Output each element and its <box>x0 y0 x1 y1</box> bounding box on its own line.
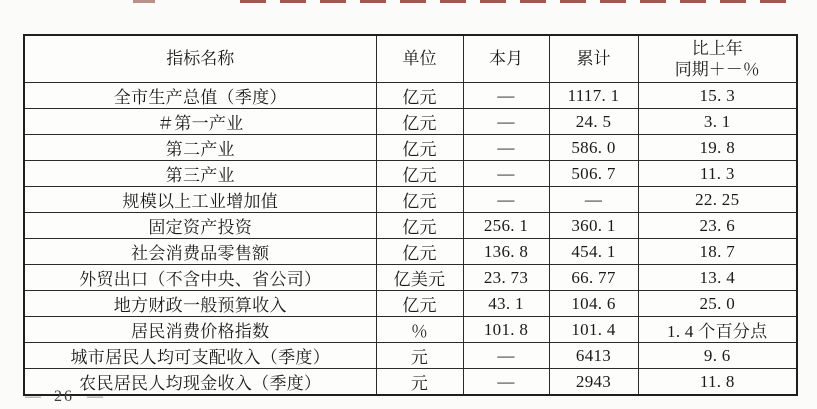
cell-change-vs-last-year: 11. 3 <box>638 161 797 187</box>
cell-this-month: — <box>463 187 549 213</box>
cell-unit: 亿元 <box>376 135 463 161</box>
cell-indicator-name: 规模以上工业增加值 <box>24 187 376 213</box>
cell-change-vs-last-year: 22. 25 <box>638 187 797 213</box>
cell-change-vs-last-year: 18. 7 <box>638 239 797 265</box>
table-row <box>24 213 797 239</box>
cell-indicator-name: 地方财政一般预算收入 <box>24 291 376 317</box>
cell-cumulative: 24. 5 <box>549 109 638 135</box>
header-change-vs-last-year: 比上年 同期＋－％ <box>638 35 797 83</box>
table-row <box>24 291 797 317</box>
cell-unit: 亿元 <box>376 109 463 135</box>
cell-this-month: 23. 73 <box>463 265 549 291</box>
cell-cumulative: 506. 7 <box>549 161 638 187</box>
table-row <box>24 369 797 396</box>
cell-unit: 亿元 <box>376 239 463 265</box>
cell-indicator-name: 全市生产总值（季度） <box>24 83 376 109</box>
cell-cumulative: 586. 0 <box>549 135 638 161</box>
table-row <box>24 343 797 369</box>
cell-cumulative: 101. 4 <box>549 317 638 343</box>
table-row <box>24 317 797 343</box>
cell-this-month: 43. 1 <box>463 291 549 317</box>
cell-indicator-name: ＃第一产业 <box>24 109 376 135</box>
cell-unit: 亿元 <box>376 291 463 317</box>
cell-this-month: — <box>463 109 549 135</box>
cell-this-month: 136. 8 <box>463 239 549 265</box>
cell-change-vs-last-year: 25. 0 <box>638 291 797 317</box>
cell-cumulative: — <box>549 187 638 213</box>
cell-this-month: 256. 1 <box>463 213 549 239</box>
clipped-red-text <box>240 0 796 3</box>
header-indicator-name: 指标名称 <box>24 35 376 83</box>
page-number-dash-left: — <box>25 388 41 405</box>
page-number-value: 26 <box>54 388 74 405</box>
table-row <box>24 109 797 135</box>
cell-change-vs-last-year: 3. 1 <box>638 109 797 135</box>
page-number-dash-right: — <box>87 388 103 405</box>
cell-indicator-name: 居民消费价格指数 <box>24 317 376 343</box>
table-row <box>24 187 797 213</box>
cell-this-month: — <box>463 83 549 109</box>
cell-indicator-name: 社会消费品零售额 <box>24 239 376 265</box>
cell-cumulative: 360. 1 <box>549 213 638 239</box>
cell-this-month: — <box>463 161 549 187</box>
cell-change-vs-last-year: 11. 8 <box>638 369 797 396</box>
table-header <box>24 35 797 83</box>
table-body <box>24 83 797 396</box>
cell-unit: ％ <box>376 317 463 343</box>
cell-cumulative: 2943 <box>549 369 638 396</box>
table-row <box>24 161 797 187</box>
page-number <box>25 388 103 406</box>
cell-change-vs-last-year: 19. 8 <box>638 135 797 161</box>
cell-cumulative: 66. 77 <box>549 265 638 291</box>
clipped-red-text-fragment <box>133 0 155 3</box>
cell-change-vs-last-year: 13. 4 <box>638 265 797 291</box>
header-this-month: 本月 <box>463 35 549 83</box>
cell-unit: 亿元 <box>376 213 463 239</box>
cell-unit: 亿元 <box>376 161 463 187</box>
header-cumulative: 累计 <box>549 35 638 83</box>
cell-unit: 亿元 <box>376 187 463 213</box>
table-row <box>24 239 797 265</box>
cell-unit: 元 <box>376 343 463 369</box>
cell-change-vs-last-year: 15. 3 <box>638 83 797 109</box>
cell-indicator-name: 第二产业 <box>24 135 376 161</box>
cell-this-month: — <box>463 369 549 396</box>
cell-change-vs-last-year: 1. 4 个百分点 <box>638 317 797 343</box>
cell-this-month: — <box>463 343 549 369</box>
cell-change-vs-last-year: 23. 6 <box>638 213 797 239</box>
cell-unit: 亿美元 <box>376 265 463 291</box>
cell-indicator-name: 固定资产投资 <box>24 213 376 239</box>
table-row <box>24 265 797 291</box>
cell-this-month: — <box>463 135 549 161</box>
cell-indicator-name: 城市居民人均可支配收入（季度） <box>24 343 376 369</box>
header-unit: 单位 <box>376 35 463 83</box>
statistics-table <box>23 34 798 396</box>
cell-indicator-name: 第三产业 <box>24 161 376 187</box>
cell-cumulative: 6413 <box>549 343 638 369</box>
cell-indicator-name: 外贸出口（不含中央、省公司） <box>24 265 376 291</box>
cell-cumulative: 104. 6 <box>549 291 638 317</box>
cell-unit: 亿元 <box>376 83 463 109</box>
header-row <box>24 35 797 83</box>
table-row <box>24 83 797 109</box>
cell-this-month: 101. 8 <box>463 317 549 343</box>
cell-cumulative: 1117. 1 <box>549 83 638 109</box>
cell-unit: 元 <box>376 369 463 396</box>
table-row <box>24 135 797 161</box>
cell-indicator-name: 农民居民人均现金收入（季度） <box>24 369 376 396</box>
cell-change-vs-last-year: 9. 6 <box>638 343 797 369</box>
cell-cumulative: 454. 1 <box>549 239 638 265</box>
